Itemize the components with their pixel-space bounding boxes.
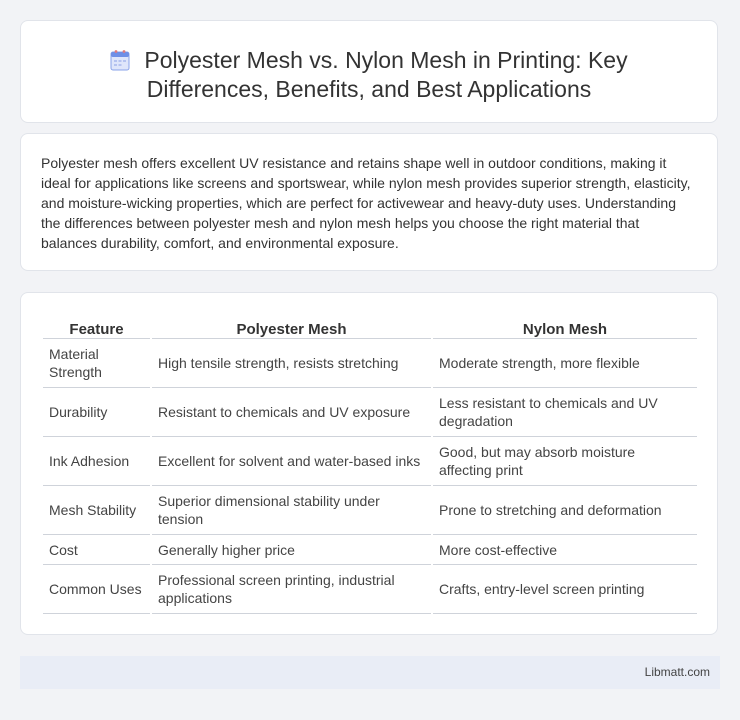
- page-title-wrap: [21, 46, 717, 104]
- table-row: [43, 339, 697, 388]
- header-polyester: Polyester Mesh: [152, 315, 431, 339]
- footer: [20, 656, 720, 689]
- cell-polyester: Excellent for solvent and water-based inks: [152, 437, 431, 486]
- intro-text: Polyester mesh offers excellent UV resistance and retains shape well in outdoor conditions, making it ideal for applications like screens and sportswear, while nylon mesh provides superior strength, elasticity, and moisture-wicking properties, which are perfect for activewear and heavy-duty uses. Understanding the differences between polyester mesh and nylon mesh helps you choose the right material that balances durability, comfort, and environmental exposure.: [41, 155, 691, 251]
- cell-nylon: Good, but may absorb moisture affecting print: [433, 437, 697, 486]
- table-card: [20, 292, 718, 635]
- comparison-table: [41, 315, 699, 614]
- cell-feature: Cost: [43, 535, 150, 565]
- table-row: [43, 565, 697, 614]
- cell-nylon: More cost-effective: [433, 535, 697, 565]
- cell-polyester: Generally higher price: [152, 535, 431, 565]
- header-nylon: Nylon Mesh: [433, 315, 697, 339]
- cell-feature: Common Uses: [43, 565, 150, 614]
- cell-feature: Ink Adhesion: [43, 437, 150, 486]
- cell-polyester: High tensile strength, resists stretching: [152, 339, 431, 388]
- cell-nylon: Prone to stretching and deformation: [433, 486, 697, 535]
- cell-polyester: Superior dimensional stability under tension: [152, 486, 431, 535]
- table-row: [43, 486, 697, 535]
- page-title: Polyester Mesh vs. Nylon Mesh in Printing: Key Differences, Benefits, and Best Applications: [144, 47, 628, 102]
- table-row: [43, 535, 697, 565]
- header-feature: Feature: [43, 315, 150, 339]
- cell-polyester: Professional screen printing, industrial applications: [152, 565, 431, 614]
- title-card: [20, 20, 718, 123]
- document-icon: [110, 49, 130, 71]
- cell-nylon: Moderate strength, more flexible: [433, 339, 697, 388]
- cell-polyester: Resistant to chemicals and UV exposure: [152, 388, 431, 437]
- table-row: [43, 437, 697, 486]
- table-header-row: [43, 315, 697, 339]
- footer-brand-link[interactable]: Libmatt.com: [644, 665, 710, 679]
- cell-feature: Material Strength: [43, 339, 150, 388]
- cell-nylon: Less resistant to chemicals and UV degradation: [433, 388, 697, 437]
- cell-feature: Mesh Stability: [43, 486, 150, 535]
- cell-feature: Durability: [43, 388, 150, 437]
- cell-nylon: Crafts, entry-level screen printing: [433, 565, 697, 614]
- intro-card: [20, 133, 718, 271]
- table-row: [43, 388, 697, 437]
